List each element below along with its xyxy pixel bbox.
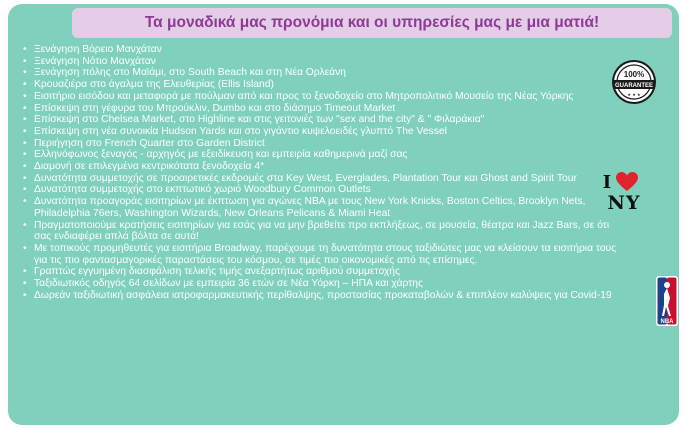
- list-item: • Ελληνόφωνος ξεναγός - αρχηγός με εξειδίκευση και εμπειρία καθημερινά μαζί σας: [22, 149, 622, 161]
- nba-label: NBA: [660, 319, 674, 325]
- list-item: • Δυνατότητα προαγοράς εισιτηρίων με έκπτωση για αγώνες NBA με τους New York Knicks, Boston Celtics, Brooklyn Nets, Philadelphia 76ers, Washington Wizards, New Orleans Pelicans & Miami Heat: [22, 196, 622, 219]
- list-item: • Ξενάγηση Βόρειο Μανχάταν: [22, 44, 622, 56]
- guarantee-label: GUARANTEE: [614, 83, 654, 89]
- list-item: • Δυνατότητα συμμετοχής στο εκπτωτικό χωριό Woodbury Common Outlets: [22, 184, 622, 196]
- list-item: • Ξενάγηση Νότιο Μανχάταν: [22, 56, 622, 68]
- list-item: • Ξενάγηση πόλης στο Μαϊάμι, στο South Beach και στη Νέα Ορλεάνη: [22, 67, 622, 79]
- guarantee-percent: 100%: [623, 70, 645, 79]
- list-item: • Επίσκεψη στο Chelsea Market, στο Highline και στις γειτονιές των "sex and the city" & " Φιλαράκια": [22, 114, 622, 126]
- ny-i-letter: I: [602, 172, 612, 193]
- features-panel: [8, 4, 679, 425]
- svg-text:★ ★ ★: ★ ★ ★: [627, 92, 641, 97]
- page-title: Τα μοναδικά μας προνόμια και οι υπηρεσίες μας με μια ματιά!: [144, 14, 600, 31]
- ny-letters: NY: [607, 192, 641, 214]
- guarantee-seal-icon: [610, 58, 658, 106]
- list-item: • Επίσκεψη στη γέφυρα του Μπρούκλιν, Dumbo και στο διάσημο Timeout Market: [22, 103, 622, 115]
- title-banner: [72, 8, 672, 38]
- list-item: • Επίσκεψη στη νέα συνοικία Hudson Yards και στο γιγάντιο κυψελοειδές γλυπτό The Vessel: [22, 126, 622, 138]
- list-item: • Ταξιδιωτικός οδηγός 64 σελίδων με εμπειρία 36 ετών σε Νέα Υόρκη – ΗΠΑ και χάρτης: [22, 278, 622, 290]
- list-item: • Με τοπικούς προμηθευτές για εισιτήρια Broadway, παρέχουμε τη δυνατότητα στους ταξιδιώτες μας να κλείσουν τα εισιτήρια τους για τις πιο φαντασμαγορικές παραστάσεις του κόσμου, σε τιμές πιο οικονομικές από τις επίσημες.: [22, 243, 622, 266]
- list-item: • Περιήγηση στο French Quarter στο Garden District: [22, 138, 622, 150]
- list-item: • Εισιτήριο εισόδου και μεταφορά με πούλμαν από και προς το ξενοδοχείο στο Μητροπολιτικό Μουσείο της Νέας Υόρκης: [22, 91, 622, 103]
- list-item: • Δωρεάν ταξιδιωτική ασφάλεια ιατροφαρμακευτικής περίθαλψης, προστασίας προκαταβολών & επιπλέον καλύψεις για Covid-19: [22, 290, 622, 302]
- list-item: • Κρουαζιέρα στο άγαλμα της Ελευθερίας (Ellis Island): [22, 79, 622, 91]
- list-item: • Πραγματοποιούμε κρατήσεις εισιτηρίων για εσάς για να μην βρεθείτε προ εκπλήξεως, σε μουσεία, θέατρα και Jazz Bars, σε ότι σας ενδιαφέρει απλά βόλτα σε αυτά!: [22, 220, 622, 243]
- i-love-ny-icon: [604, 172, 644, 214]
- list-item: • Γραπτώς εγγυημένη διασφάλιση τελικής τιμής ανεξαρτήτως αριθμού συμμετοχής: [22, 266, 622, 278]
- list-item: • Διαμονή σε επιλεγμένα κεντρικότατα ξενοδοχεία 4*: [22, 161, 622, 173]
- nba-logo-icon: [656, 276, 678, 326]
- heart-icon: [616, 172, 638, 192]
- list-item: • Δυνατότητα συμμετοχής σε προαιρετικές εκδρομές στα Key West, Everglades, Plantation Tour και Ghost and Spirit Tour: [22, 173, 622, 185]
- features-list: [22, 44, 622, 301]
